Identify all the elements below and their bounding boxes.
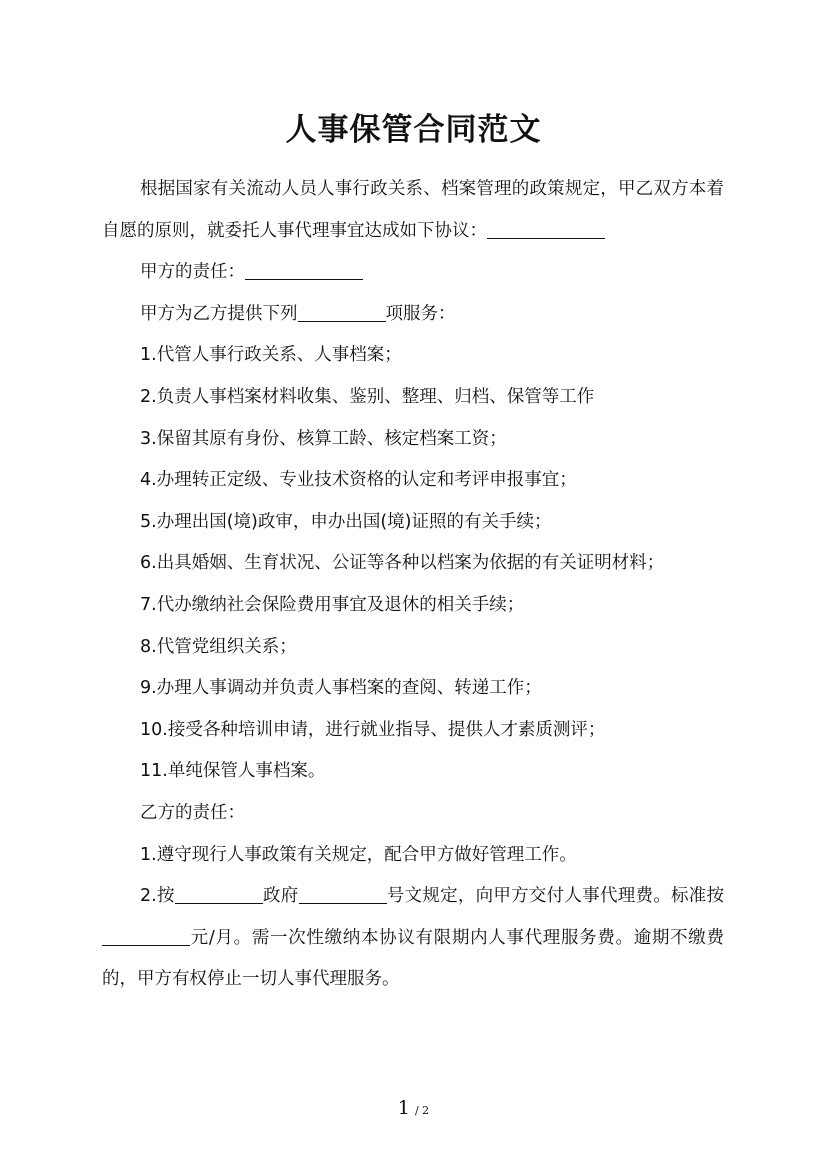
- services-line: [102, 294, 724, 336]
- intro-text: 根据国家有关流动人员人事行政关系、档案管理的政策规定，甲乙双方本着自愿的原则，就委托人事代理事宜达成如下协议：: [102, 179, 724, 241]
- list-item: 3.保留其原有身份、核算工龄、核定档案工资；: [140, 428, 507, 449]
- list-item: 10.接受各种培训申请，进行就业指导、提供人才素质测评；: [140, 719, 606, 740]
- list-item: 4.办理转正定级、专业技术资格的认定和考评申报事宜；: [140, 470, 577, 491]
- government-blank[interactable]: [175, 881, 263, 904]
- services-pre: 甲方为乙方提供下列: [140, 303, 298, 324]
- list-item: 1.代管人事行政关系、人事档案；: [140, 345, 402, 366]
- item2-part-b: 政府: [262, 886, 299, 907]
- document-title: 人事保管合同范文: [285, 112, 542, 148]
- party-a-blank[interactable]: [245, 257, 363, 280]
- item2-part-d: 元/月。需一次性缴纳本协议有限期内人事代理服务费。逾期不缴费的，甲方有权停止一切人事代理服务。: [102, 927, 724, 990]
- list-item: 9.办理人事调动并负责人事档案的查阅、转递工作；: [140, 678, 542, 699]
- document-body: [102, 169, 724, 1001]
- list-item: 7.代办缴纳社会保险费用事宜及退休的相关手续；: [140, 594, 525, 615]
- document-number-blank[interactable]: [299, 881, 387, 904]
- party-a-heading: 甲方的责任：: [140, 262, 245, 283]
- party-a-heading-line: [102, 252, 724, 294]
- party-b-item-2: [102, 876, 724, 1001]
- party-b-item-1: 1.遵守现行人事政策有关规定，配合甲方做好管理工作。: [140, 844, 577, 865]
- intro-blank[interactable]: [487, 216, 605, 239]
- fee-amount-blank[interactable]: [102, 923, 190, 946]
- page-current: 1: [397, 1097, 410, 1119]
- page-total: / 2: [414, 1104, 430, 1117]
- list-item: 8.代管党组织关系；: [140, 636, 297, 657]
- list-item: 2.负责人事档案材料收集、鉴别、整理、归档、保管等工作: [140, 386, 595, 407]
- party-b-heading: 乙方的责任：: [140, 802, 245, 823]
- services-count-blank[interactable]: [298, 299, 386, 322]
- list-item: 6.出具婚姻、生育状况、公证等各种以档案为依据的有关证明材料；: [140, 553, 665, 574]
- item2-part-c: 号文规定，向甲方交付人事代理费。标准按: [386, 886, 725, 907]
- page-number: [0, 1097, 827, 1119]
- list-item: 5.办理出国(境)政审，申办出国(境)证照的有关手续；: [140, 511, 552, 532]
- item2-part-a: 2.按: [140, 886, 175, 907]
- list-item: 11.单纯保管人事档案。: [140, 761, 326, 782]
- intro-paragraph: [102, 169, 724, 252]
- services-post: 项服务：: [385, 303, 456, 324]
